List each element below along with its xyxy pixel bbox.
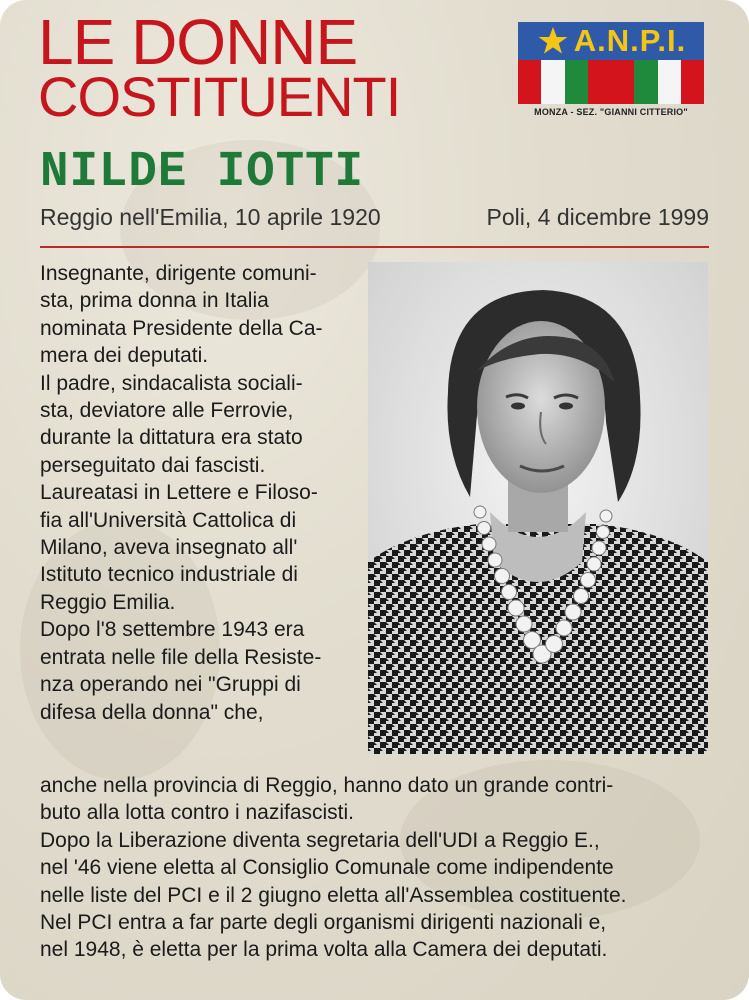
title-divider bbox=[40, 246, 709, 248]
anpi-logo bbox=[518, 22, 704, 117]
bio-line: difesa della donna" che, bbox=[40, 700, 264, 724]
bio-line: Dopo l'8 settembre 1943 era bbox=[40, 618, 305, 642]
bio-line: Reggio Emilia. bbox=[40, 590, 176, 614]
bio-line: nelle liste del PCI e il 2 giugno eletta all'Assemblea costituente. bbox=[40, 883, 627, 907]
bio-line: Nel PCI entra a far parte degli organismi dirigenti nazionali e, bbox=[40, 911, 607, 935]
italian-flag-band bbox=[518, 60, 704, 104]
death-info: Poli, 4 dicembre 1999 bbox=[486, 204, 709, 230]
bio-line: Il padre, sindacalista sociali- bbox=[40, 371, 303, 395]
bio-line: entrata nelle file della Resiste- bbox=[40, 645, 322, 669]
bio-line: Insegnante, dirigente comuni- bbox=[40, 262, 317, 285]
bio-line: sta, prima donna in Italia bbox=[40, 289, 269, 313]
bio-line: nel '46 viene eletta al Consiglio Comunale come indipendente bbox=[40, 856, 614, 880]
bio-line: Istituto tecnico industriale di bbox=[40, 563, 298, 587]
birth-info: Reggio nell'Emilia, 10 aprile 1920 bbox=[40, 204, 381, 230]
bio-line: Milano, aveva insegnato all' bbox=[40, 536, 298, 560]
bio-line: nominata Presidente della Ca- bbox=[40, 316, 323, 340]
star-icon bbox=[536, 25, 570, 57]
bio-line: nel 1948, è eletta per la prima volta alla Camera dei deputati. bbox=[40, 938, 608, 962]
bio-line: anche nella provincia di Reggio, hanno dato un grande contri- bbox=[40, 774, 614, 797]
portrait-illustration bbox=[368, 262, 708, 754]
anpi-logo-banner bbox=[518, 22, 704, 60]
bio-line: sta, deviatore alle Ferrovie, bbox=[40, 399, 294, 423]
bio-line: perseguitato dai fascisti. bbox=[40, 453, 266, 477]
biography-continuation bbox=[40, 772, 715, 964]
bio-line: Dopo la Liberazione diventa segretaria dell'UDI a Reggio E., bbox=[40, 828, 600, 852]
title-line-1: LE DONNE bbox=[38, 6, 358, 78]
title-line-2: COSTITUENTI bbox=[38, 65, 401, 128]
bio-line: nza operando nei "Gruppi di bbox=[40, 673, 301, 697]
bio-line: buto alla lotta contro i nazifascisti. bbox=[40, 801, 354, 825]
person-name: NILDE IOTTI bbox=[40, 144, 365, 201]
bio-line: mera dei deputati. bbox=[40, 344, 209, 368]
anpi-logo-text: A.N.P.I. bbox=[573, 23, 687, 58]
anpi-logo-subtitle: MONZA - SEZ. "GIANNI CITTERIO" bbox=[534, 107, 688, 117]
bio-line: durante la dittatura era stato bbox=[40, 426, 303, 450]
bio-line: fia all'Università Cattolica di bbox=[40, 508, 297, 532]
bio-line: Laureatasi in Lettere e Filoso- bbox=[40, 481, 318, 505]
portrait-photo bbox=[368, 262, 708, 754]
biography-column bbox=[40, 260, 370, 726]
